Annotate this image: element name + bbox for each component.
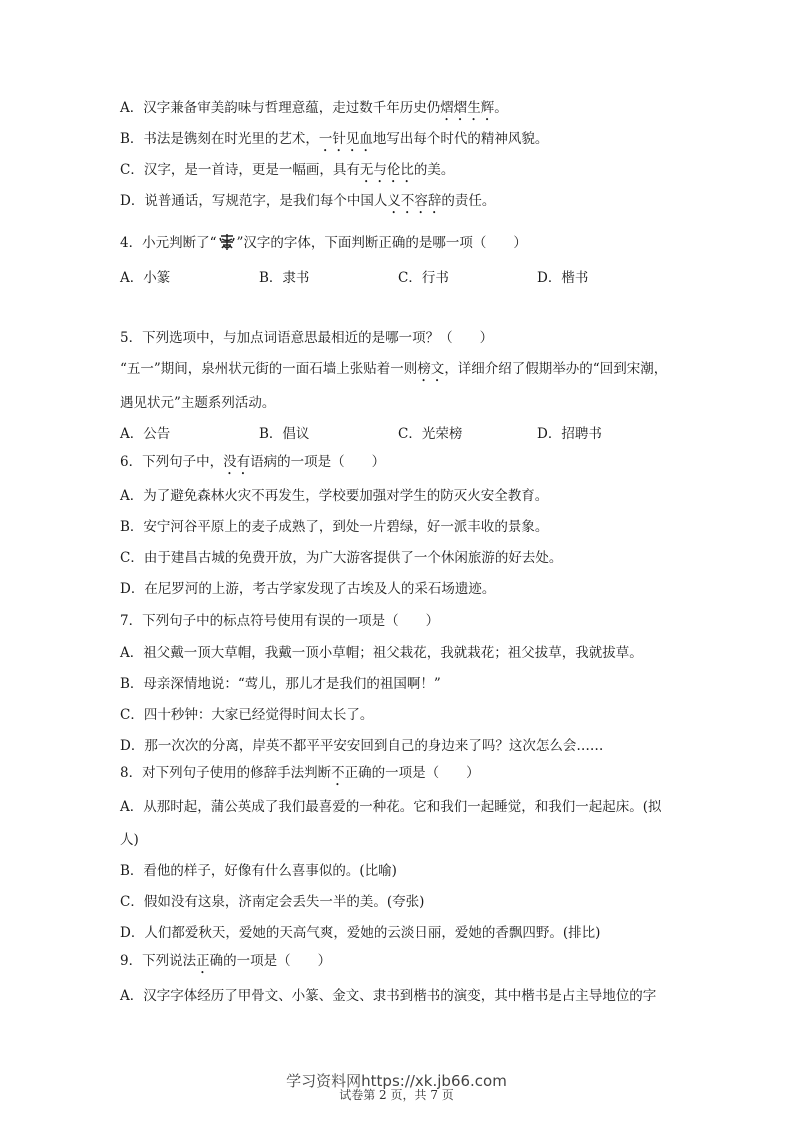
q5-option-a: A．公告 [120, 426, 171, 442]
dotted-phrase: 一针见血 [318, 131, 373, 147]
text: C．汉字，是一首诗，更是一幅画，具有 [120, 162, 360, 178]
q4-option-c: C．行书 [398, 270, 449, 286]
text: 4．小元判断了“ [120, 235, 217, 251]
text: 8．对下列句子使用的修辞手法判断 [120, 765, 332, 781]
q5-passage-line1 [120, 361, 667, 385]
q5-option-d: D．招聘书 [537, 426, 602, 442]
q5-stem: 5．下列选项中，与加点词语意思最相近的是哪一项？（ ） [120, 330, 494, 346]
q4-option-b: B．隶书 [259, 270, 310, 286]
text: 地写出每个时代的精神风貌。 [372, 131, 549, 147]
q3-option-c [120, 162, 454, 186]
watermark: 学习资料网https://xk.jb66.com [286, 1072, 507, 1090]
page-footer: 试卷第 2 页，共 7 页 [339, 1088, 454, 1102]
q5-option-b: B．倡议 [259, 426, 310, 442]
q3-option-d [120, 193, 495, 217]
q6-stem [120, 454, 385, 478]
q3-option-a [120, 100, 508, 124]
q7-option-c: C．四十秒钟：大家已经觉得时间太长了。 [120, 707, 374, 723]
q4-stem [120, 233, 527, 251]
dotted-phrase: 无与伦比 [359, 162, 414, 178]
q8-stem [120, 765, 480, 789]
text: D．说普通话，写规范字，是我们每个中国人 [120, 193, 388, 209]
q6-option-d: D．在尼罗河的上游，考古学家发现了古埃及人的采石场遗迹。 [120, 581, 496, 597]
text: 6．下列句子中， [120, 454, 224, 470]
q6-option-a: A．为了避免森林火灾不再发生，学校要加强对学生的防灭火安全教育。 [120, 488, 549, 504]
dotted-phrase: 正 [196, 953, 210, 969]
q7-option-b: B．母亲深情地说：“莺儿，那儿才是我们的祖国啊！” [120, 676, 441, 692]
q6-option-c: C．由于建昌古城的免费开放，为广大游客提供了一个休闲旅游的好去处。 [120, 550, 563, 566]
q3-option-b [120, 131, 548, 155]
q7-option-a: A．祖父戴一顶大草帽，我戴一顶小草帽；祖父栽花，我就栽花；祖父拔草，我就拔草。 [120, 645, 643, 661]
seal-script-character-icon [218, 233, 236, 251]
q8-option-b: B．看他的样子，好像有什么喜事似的。(比喻) [120, 863, 397, 879]
text: 语病的一项是（ ） [250, 454, 386, 470]
dotted-phrase: 榜文 [417, 361, 445, 377]
text: ”汉字的字体，下面判断正确的是哪一项（ ） [236, 235, 527, 251]
q5-option-c: C．光荣榜 [398, 426, 463, 442]
text: A．汉字兼备审美韵味与哲理意蕴，走过数千年历史仍 [120, 100, 441, 116]
q5-passage-line2: 遇见状元”主题系列活动。 [120, 395, 276, 411]
dotted-phrase: 没有 [223, 454, 251, 470]
text: 确的一项是（ ） [209, 953, 332, 969]
text: 正确的一项是（ ） [344, 765, 480, 781]
text: ，详细介绍了假期举办的“回到宋潮， [444, 361, 668, 377]
q4-option-d: D．楷书 [537, 270, 589, 286]
text: 。 [494, 100, 508, 116]
q8-option-a-cont: 人) [120, 832, 139, 848]
q4-option-a: A．小篆 [120, 270, 171, 286]
text: “五一”期间，泉州状元街的一面石墙上张贴着一则 [120, 361, 418, 377]
q8-option-d: D．人们都爱秋天，爱她的天高气爽，爱她的云淡日丽，爱她的香飘四野。(排比) [120, 925, 601, 941]
text: 9．下列说法 [120, 953, 197, 969]
q6-option-b: B．安宁河谷平原上的麦子成熟了，到处一片碧绿，好一派丰收的景象。 [120, 519, 549, 535]
q9-option-a: A．汉字字体经历了甲骨文、小篆、金文、隶书到楷书的演变，其中楷书是占主导地位的字 [120, 988, 657, 1004]
text: 的美。 [413, 162, 455, 178]
text: 的责任。 [441, 193, 496, 209]
q7-option-d: D．那一次次的分离，岸英不都平平安安回到自己的身边来了吗？这次怎么会…… [120, 738, 604, 754]
q9-stem [120, 953, 331, 977]
text: B．书法是镌刻在时光里的艺术， [120, 131, 319, 147]
dotted-phrase: 不 [331, 765, 345, 781]
q8-option-a: A．从那时起，蒲公英成了我们最喜爱的一种花。它和我们一起睡觉，和我们一起起床。(拟 [120, 799, 662, 815]
dotted-phrase: 熠熠生辉 [440, 100, 495, 116]
dotted-phrase: 义不容辞 [387, 193, 442, 209]
q7-stem: 7．下列句子中的标点符号使用有误的一项是（ ） [120, 613, 440, 629]
q8-option-c: C．假如没有这泉，济南定会丢失一半的美。(夸张) [120, 894, 425, 910]
